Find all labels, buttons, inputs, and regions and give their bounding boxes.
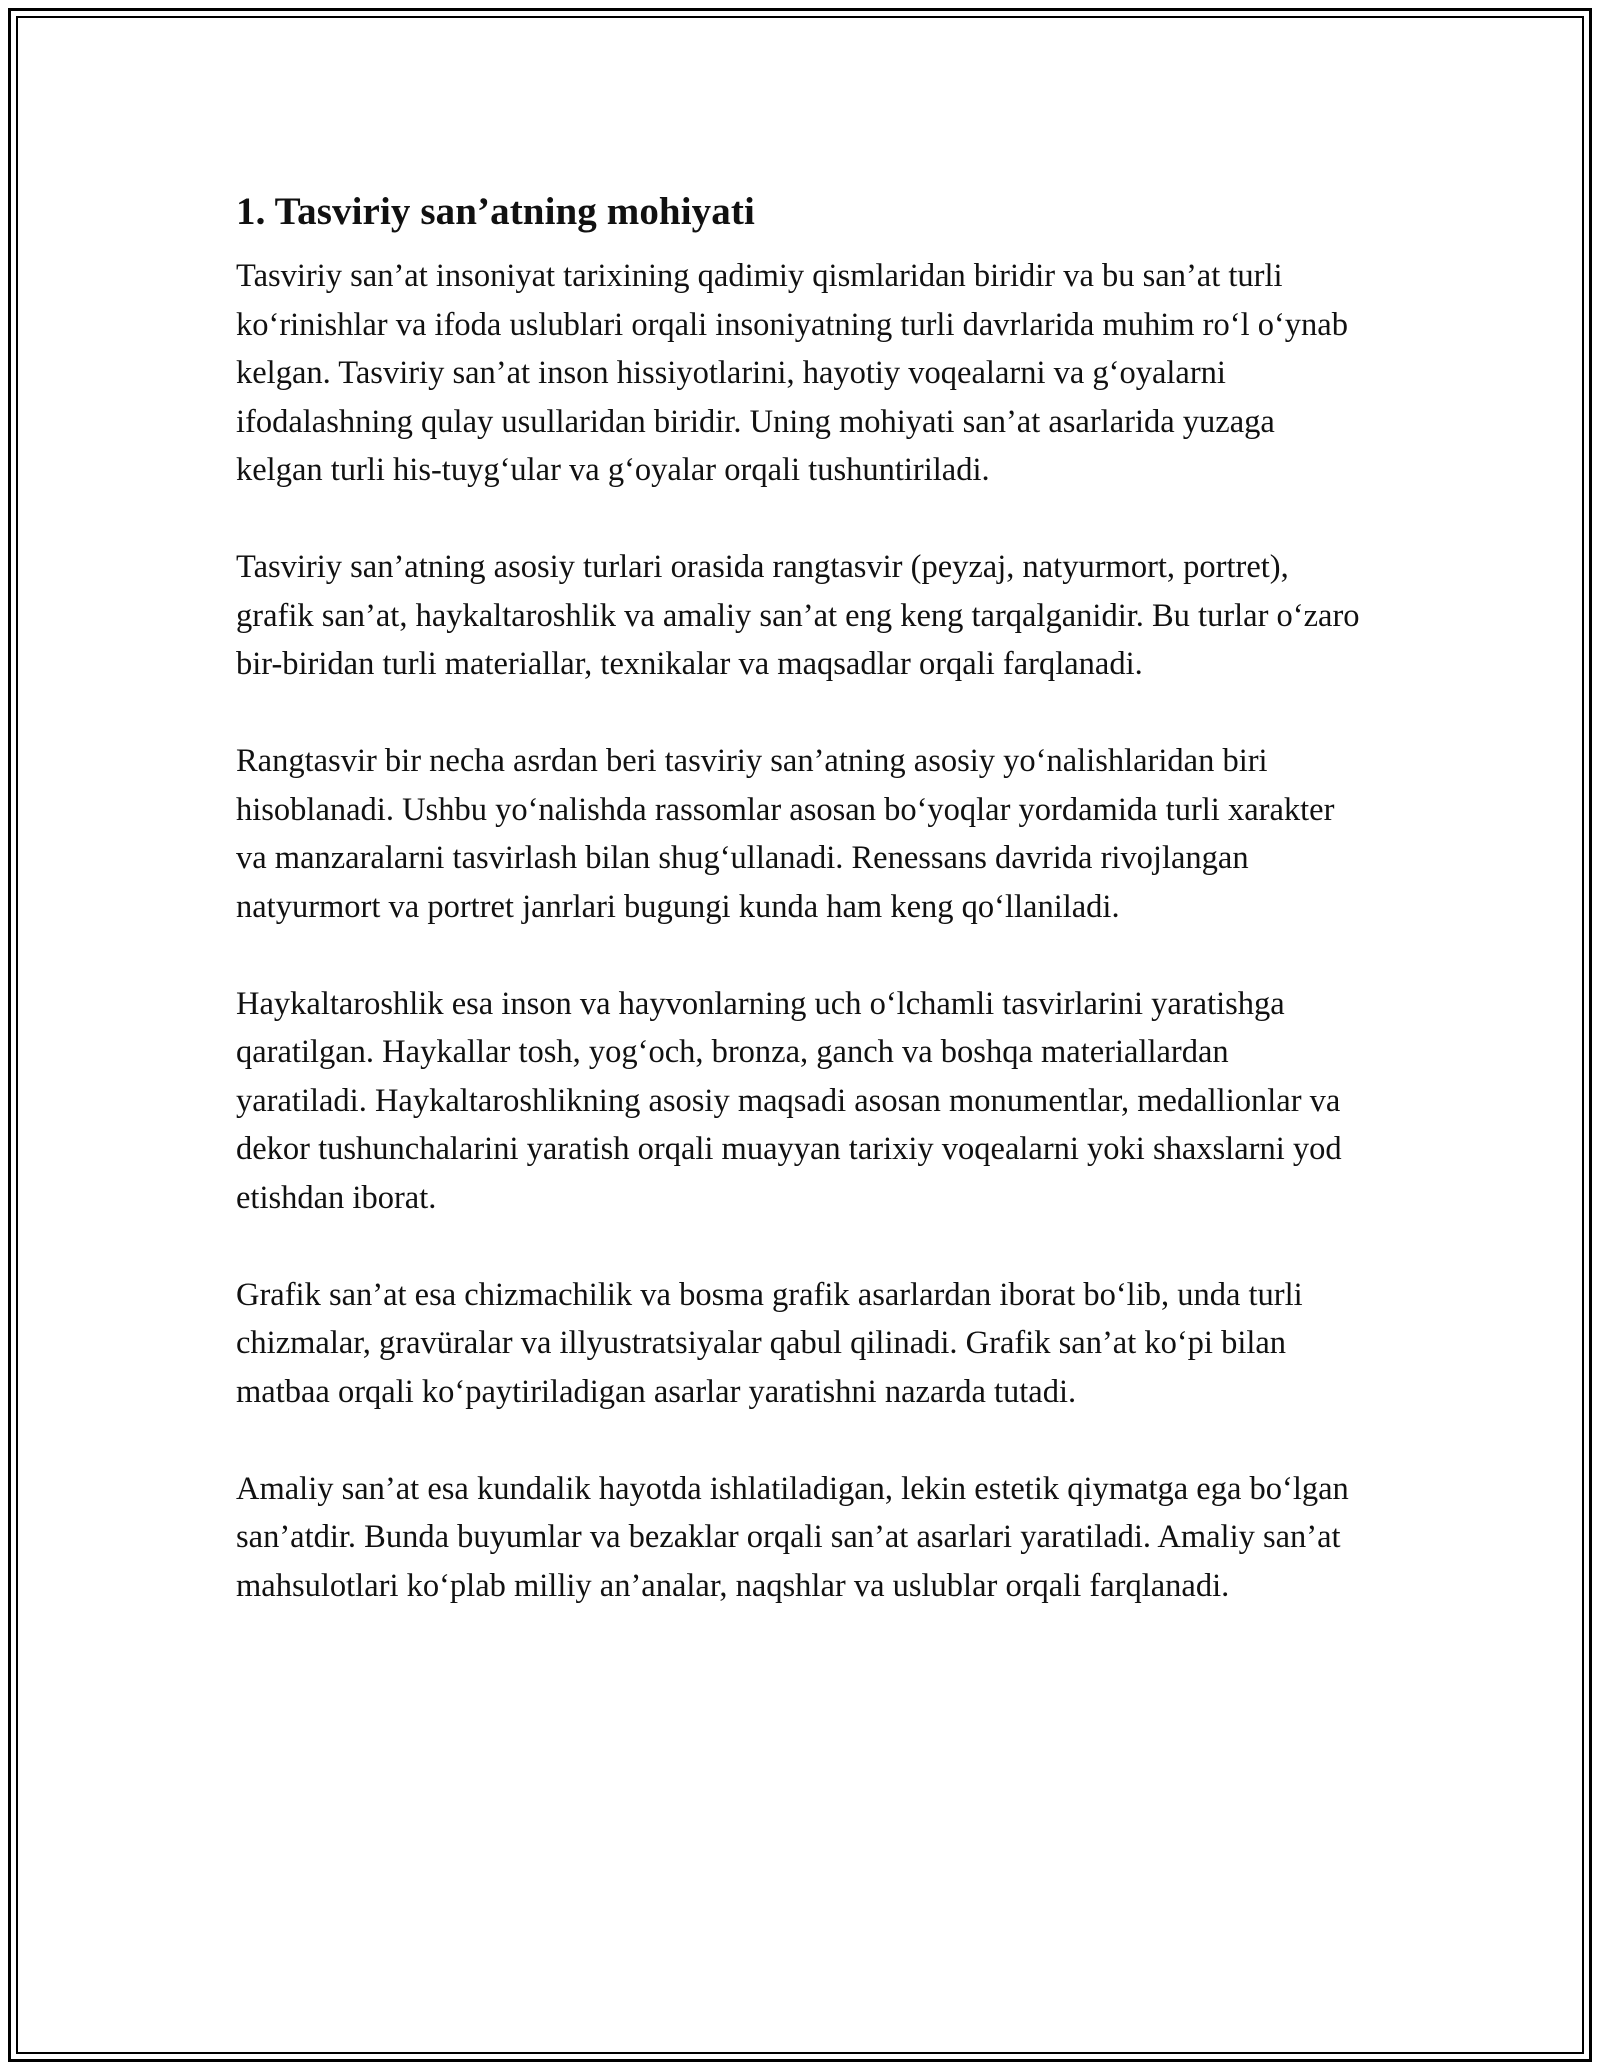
paragraph-types: Tasviriy san’atning asosiy turlari orasida rangtasvir (peyzaj, natyurmort, portret), grafik san’at, haykaltaroshlik va amaliy san’at eng keng tarqalganidir. Bu turlar o‘zaro bir-biridan turli materiallar, texnikalar va maqsadlar orqali farqlanadi. bbox=[236, 549, 1360, 682]
paragraph-graphic-art: Grafik san’at esa chizmachilik va bosma grafik asarlardan iborat bo‘lib, unda turli chizmalar, gravüralar va illyustratsiyalar qabul qilinadi. Grafik san’at ko‘pi bilan matbaa orqali ko‘paytiriladigan asarlar yaratishni nazarda tutadi. bbox=[236, 1276, 1303, 1410]
document-body bbox=[236, 186, 1364, 1659]
paragraph-sculpture: Haykaltaroshlik esa inson va hayvonlarning uch o‘lchamli tasvirlarini yaratishga qaratilgan. Haykallar tosh, yog‘och, bronza, ganch va boshqa materiallardan yaratiladi. Haykaltaroshlikning asosiy maqsadi asosan monumentlar, medallionlar va dekor tushunchalarini yaratish orqali muayyan tarixiy voqealarni yoki shaxslarni yod etishdan iborat. bbox=[236, 985, 1342, 1216]
paragraph-essence: Tasviriy san’at insoniyat tarixining qadimiy qismlaridan biridir va bu san’at turli ko‘rinishlar va ifoda uslublari orqali insoniyatning turli davrlarida muhim ro‘l o‘ynab kelgan. Tasviriy san’at inson hissiyotlarini, hayotiy voqealarni va g‘oyalarni ifodalashning qulay usullaridan biridir. Uning mohiyati san’at asarlarida yuzaga kelgan turli his-tuyg‘ular va g‘oyalar orqali tushuntiriladi. bbox=[236, 258, 1348, 488]
section-heading: 1. Tasviriy san’atning mohiyati bbox=[236, 190, 755, 233]
paragraph-applied-art: Amaliy san’at esa kundalik hayotda ishlatiladigan, lekin estetik qiymatga ega bo‘lgan san’atdir. Bunda buyumlar va bezaklar orqali san’at asarlari yaratiladi. Amaliy san’at mahsulotlari ko‘plab milliy an’analar, naqshlar va uslublar orqali farqlanadi. bbox=[236, 1470, 1349, 1604]
paragraph-painting: Rangtasvir bir necha asrdan beri tasviriy san’atning asosiy yo‘nalishlaridan biri hisoblanadi. Ushbu yo‘nalishda rassomlar asosan bo‘yoqlar yordamida turli xarakter va manzaralarni tasvirlash bilan shug‘ullanadi. Renessans davrida rivojlangan natyurmort va portret janrlari bugungi kunda ham keng qo‘llaniladi. bbox=[236, 743, 1335, 925]
